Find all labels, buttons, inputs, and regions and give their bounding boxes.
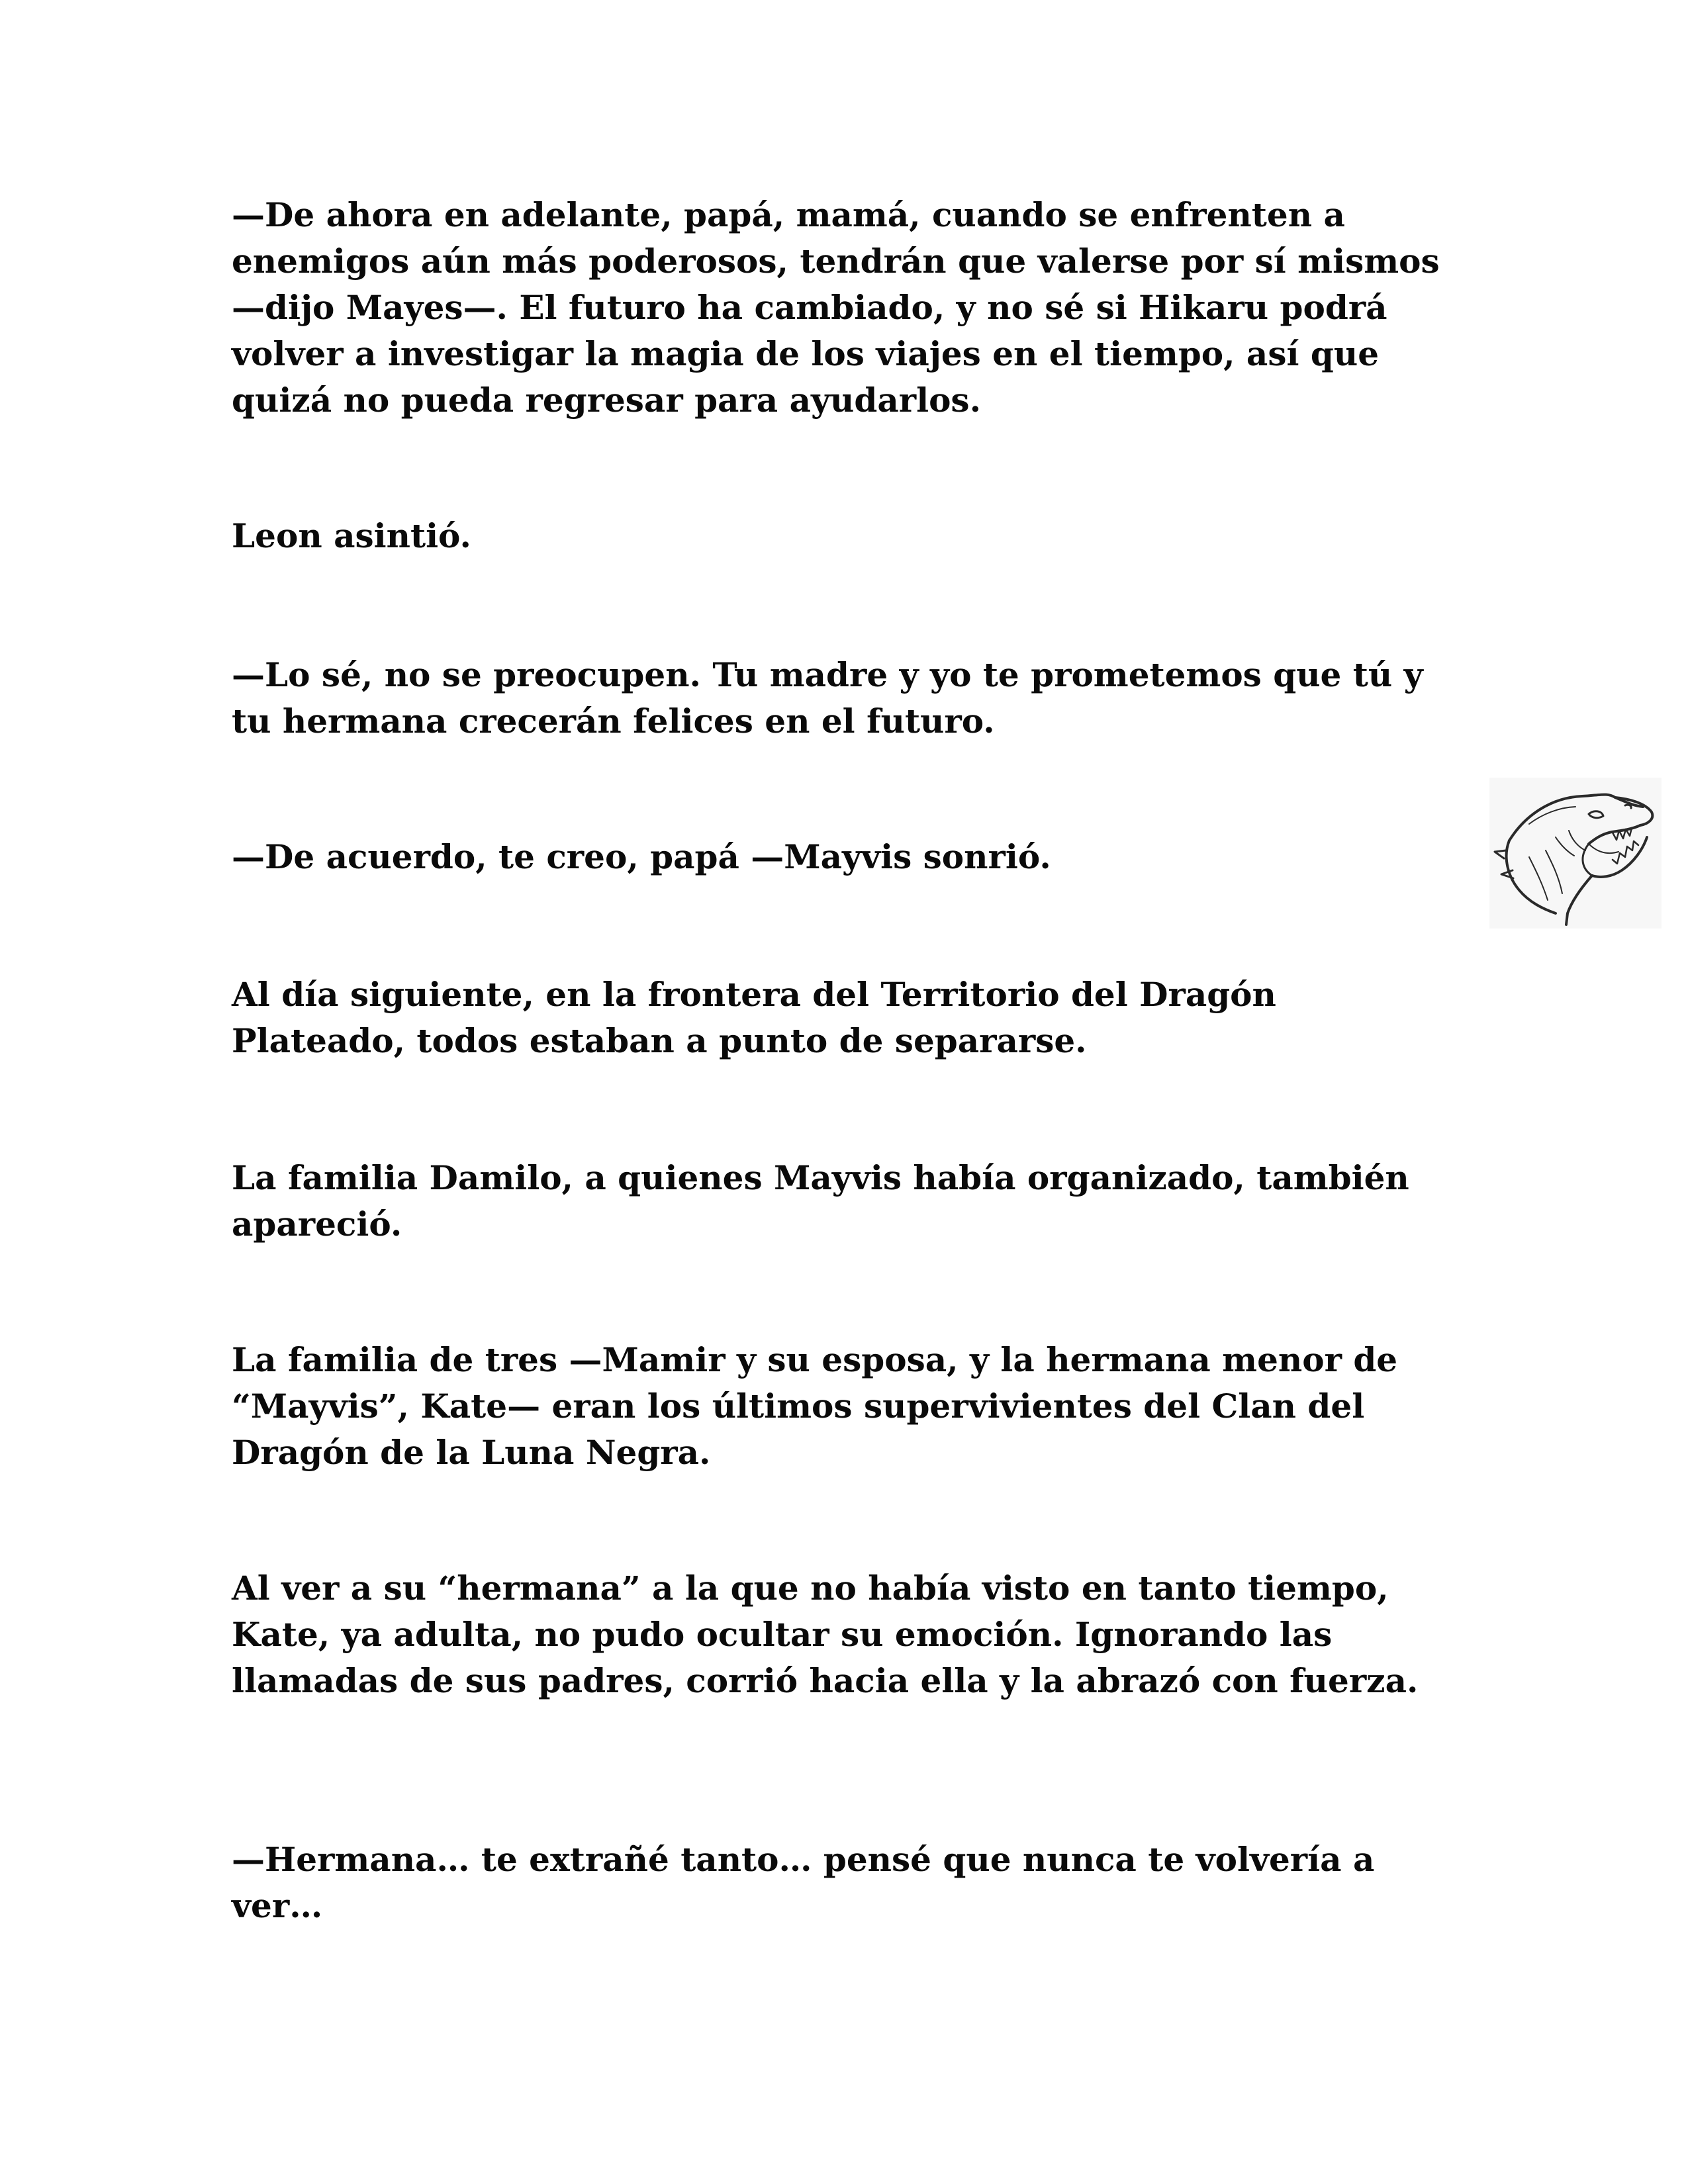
paragraph-4: —De acuerdo, te creo, papá —Mayvis sonrió. (232, 837, 1051, 876)
dragon-sketch-drawing (1489, 778, 1662, 929)
paragraph-7: La familia de tres —Mamir y su esposa, y la hermana menor de “Mayvis”, Kate— eran los últimos supervivientes del Clan del Dragón de la Luna Negra. (232, 1340, 1398, 1472)
paragraph-5: Al día siguiente, en la frontera del Territorio del Dragón Plateado, todos estaban a punto de separarse. (232, 975, 1276, 1060)
paragraph-8: Al ver a su “hermana” a la que no había visto en tanto tiempo, Kate, ya adulta, no pudo ocultar su emoción. Ignorando las llamadas de sus padres, corrió hacia ella y la abrazó con fuerza. (232, 1569, 1419, 1700)
paragraph-2: Leon asintió. (232, 516, 471, 555)
paragraph-1: —De ahora en adelante, papá, mamá, cuando se enfrenten a enemigos aún más poderosos, tendrán que valerse por sí mismos —dijo Mayes—. El futuro ha cambiado, y no sé si Hikaru podrá volver a investigar la magia de los viajes en el tiempo, así que quizá no pueda regresar para ayudarlos. (232, 195, 1440, 420)
dragon-sketch-icon (1489, 778, 1662, 929)
paragraph-6: La familia Damilo, a quienes Mayvis había organizado, también apareció. (232, 1158, 1409, 1244)
paragraph-9: —Hermana… te extrañé tanto… pensé que nunca te volvería a ver… (232, 1840, 1375, 1925)
paragraph-3: —Lo sé, no se preocupen. Tu madre y yo te prometemos que tú y tu hermana crecerán felices en el futuro. (232, 655, 1423, 741)
